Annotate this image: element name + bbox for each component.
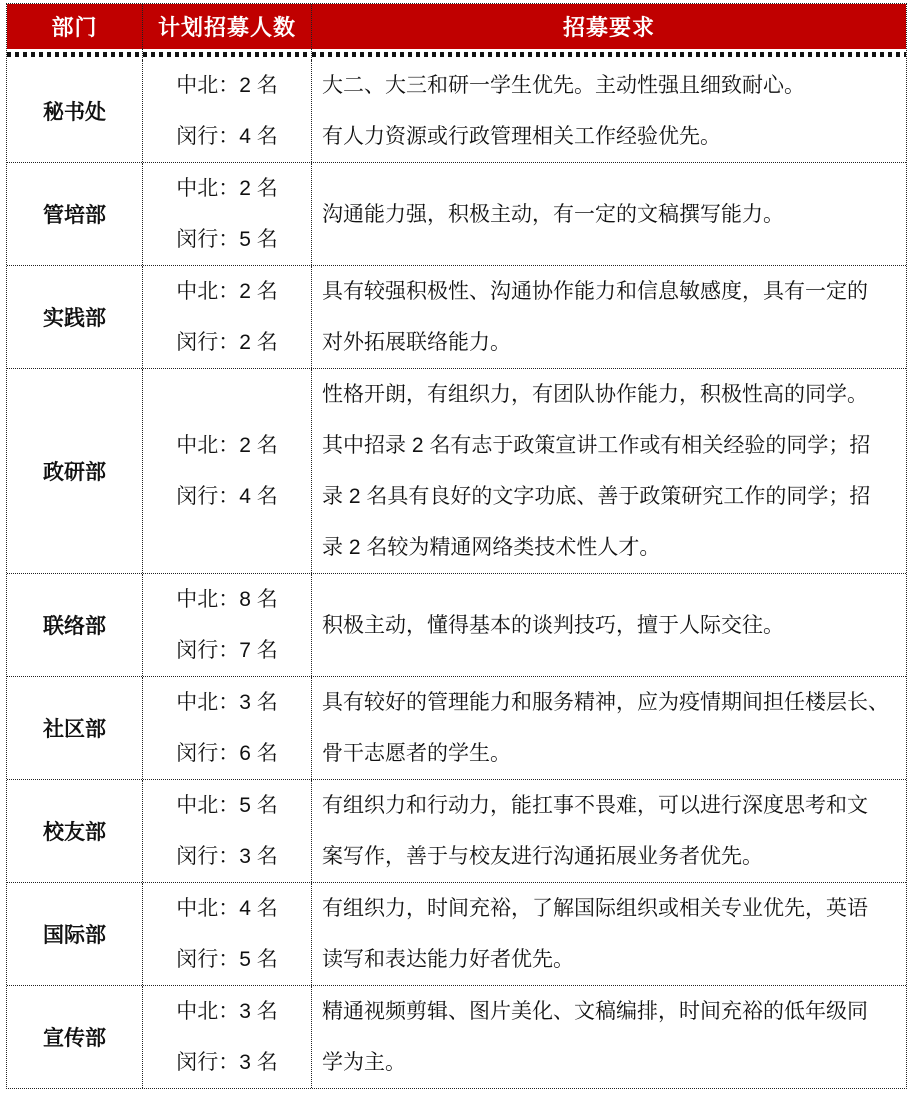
requirement-line: 有人力资源或行政管理相关工作经验优先。 — [322, 125, 721, 148]
table-row — [7, 265, 906, 368]
requirement-line: 案写作，善于与校友进行沟通拓展业务者优先。 — [322, 845, 763, 868]
campus-headcount: 中北：5 名 — [176, 794, 278, 817]
requirements-cell — [312, 266, 906, 368]
requirement-line: 有组织力和行动力，能扛事不畏难，可以进行深度思考和文 — [322, 794, 868, 817]
department-name: 秘书处 — [7, 60, 143, 162]
department-name: 管培部 — [7, 163, 143, 265]
campus-headcount: 闵行：2 名 — [176, 331, 278, 354]
campus-headcount: 中北：8 名 — [176, 588, 278, 611]
header-requirements: 招募要求 — [312, 4, 906, 49]
table-row — [7, 573, 906, 676]
headcount-cell — [143, 60, 312, 162]
department-name: 宣传部 — [7, 986, 143, 1088]
requirement-line: 其中招录 2 名有志于政策宣讲工作或有相关经验的同学；招 — [322, 434, 871, 457]
headcount-cell — [143, 369, 312, 573]
table-row — [7, 882, 906, 985]
requirement-line: 录 2 名较为精通网络类技术性人才。 — [322, 536, 661, 559]
requirement-line: 有组织力，时间充裕，了解国际组织或相关专业优先，英语 — [322, 897, 868, 920]
campus-headcount: 闵行：7 名 — [176, 639, 278, 662]
headcount-cell — [143, 677, 312, 779]
campus-headcount: 闵行：4 名 — [176, 125, 278, 148]
requirement-line: 具有较好的管理能力和服务精神，应为疫情期间担任楼层长、 — [322, 691, 889, 714]
table-row — [7, 60, 906, 162]
requirement-line: 骨干志愿者的学生。 — [322, 742, 511, 765]
requirements-cell — [312, 780, 906, 882]
headcount-cell — [143, 883, 312, 985]
table-header-row — [7, 4, 906, 49]
requirement-line: 大二、大三和研一学生优先。主动性强且细致耐心。 — [322, 74, 805, 97]
headcount-cell — [143, 163, 312, 265]
headcount-cell — [143, 266, 312, 368]
department-name: 国际部 — [7, 883, 143, 985]
header-department: 部门 — [7, 4, 143, 49]
header-separator — [7, 49, 906, 60]
campus-headcount: 中北：4 名 — [176, 897, 278, 920]
requirement-line: 性格开朗，有组织力，有团队协作能力，积极性高的同学。 — [322, 383, 868, 406]
requirements-cell — [312, 60, 906, 162]
department-name: 实践部 — [7, 266, 143, 368]
table-row — [7, 162, 906, 265]
requirement-line: 精通视频剪辑、图片美化、文稿编排，时间充裕的低年级同 — [322, 1000, 868, 1023]
campus-headcount: 中北：3 名 — [176, 1000, 278, 1023]
headcount-cell — [143, 574, 312, 676]
requirements-cell — [312, 163, 906, 265]
department-name: 联络部 — [7, 574, 143, 676]
requirements-cell — [312, 369, 906, 573]
requirements-cell — [312, 677, 906, 779]
campus-headcount: 中北：2 名 — [176, 74, 278, 97]
campus-headcount: 闵行：5 名 — [176, 228, 278, 251]
requirements-cell — [312, 574, 906, 676]
requirement-line: 录 2 名具有良好的文字功底、善于政策研究工作的同学；招 — [322, 485, 871, 508]
requirement-line: 积极主动，懂得基本的谈判技巧，擅于人际交往。 — [322, 613, 784, 637]
requirement-line: 沟通能力强，积极主动，有一定的文稿撰写能力。 — [322, 202, 784, 226]
requirements-cell — [312, 883, 906, 985]
campus-headcount: 闵行：3 名 — [176, 1051, 278, 1074]
campus-headcount: 闵行：6 名 — [176, 742, 278, 765]
department-name: 政研部 — [7, 369, 143, 573]
campus-headcount: 中北：2 名 — [176, 434, 278, 457]
header-headcount: 计划招募人数 — [143, 4, 312, 49]
headcount-cell — [143, 780, 312, 882]
headcount-cell — [143, 986, 312, 1088]
table-row — [7, 985, 906, 1088]
requirement-line: 读写和表达能力好者优先。 — [322, 948, 574, 971]
requirement-line: 学为主。 — [322, 1051, 406, 1074]
department-name: 校友部 — [7, 780, 143, 882]
requirements-cell — [312, 986, 906, 1088]
campus-headcount: 闵行：4 名 — [176, 485, 278, 508]
requirement-line: 对外拓展联络能力。 — [322, 331, 511, 354]
campus-headcount: 中北：2 名 — [176, 177, 278, 200]
table-row — [7, 779, 906, 882]
campus-headcount: 中北：2 名 — [176, 280, 278, 303]
recruitment-table — [6, 3, 907, 1089]
table-row — [7, 676, 906, 779]
campus-headcount: 闵行：3 名 — [176, 845, 278, 868]
department-name: 社区部 — [7, 677, 143, 779]
requirement-line: 具有较强积极性、沟通协作能力和信息敏感度，具有一定的 — [322, 280, 868, 303]
table-row — [7, 368, 906, 573]
campus-headcount: 中北：3 名 — [176, 691, 278, 714]
campus-headcount: 闵行：5 名 — [176, 948, 278, 971]
